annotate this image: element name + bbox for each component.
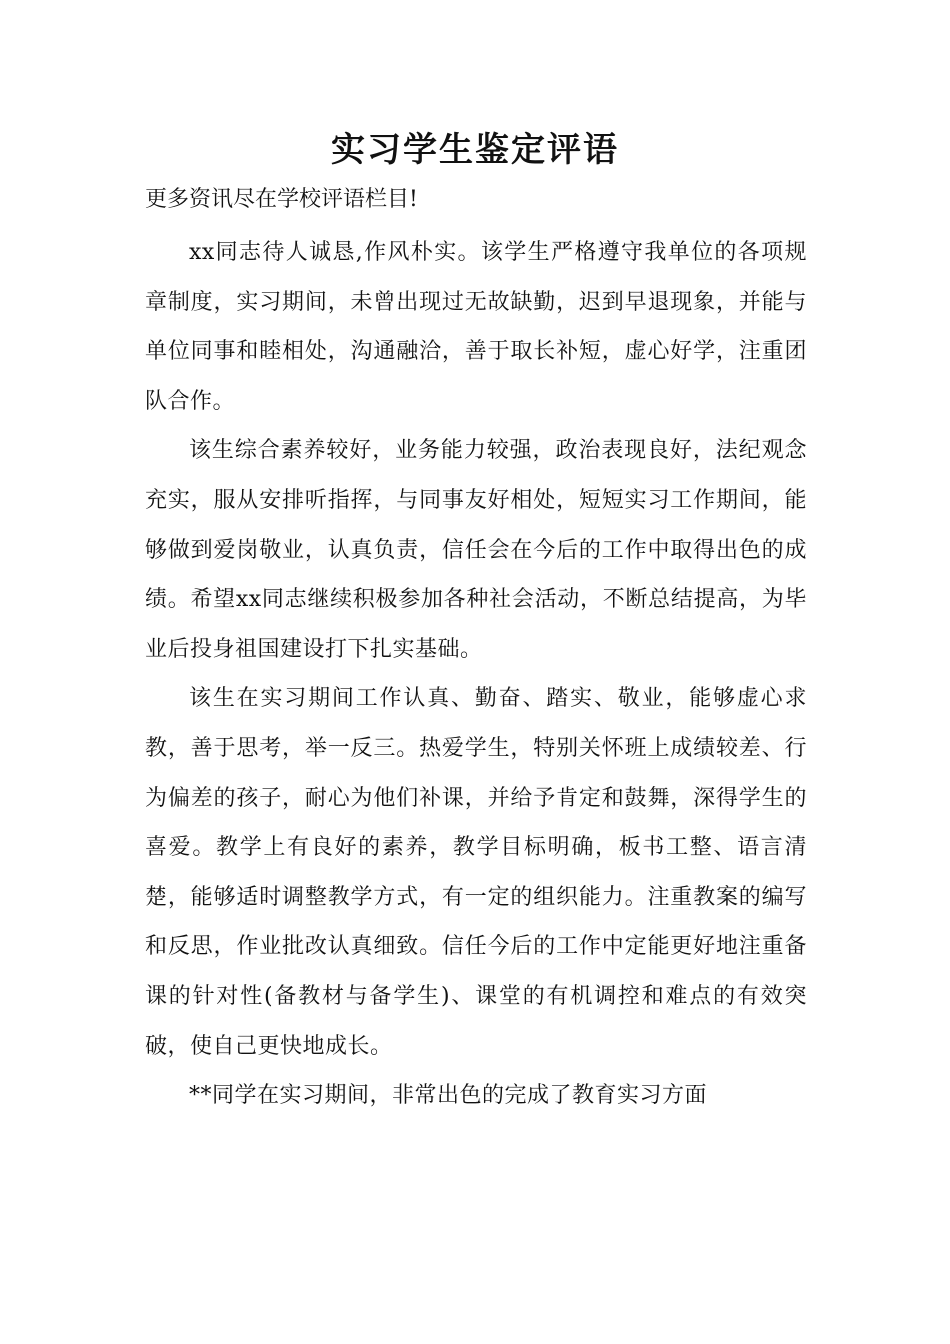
paragraph-4: **同学在实习期间，非常出色的完成了教育实习方面 xyxy=(189,1083,708,1109)
paragraph-2: 该生综合素养较好，业务能力较强，政治表现良好，法纪观念充实，服从安排听指挥，与同事友好相处，短短实习工作期间，能够做到爱岗敬业，认真负责，信任会在今后的工作中取得出色的成绩。希望xx同志继续积极参加各种社会活动，不断总结提高，为毕业后投身祖国建设打下扎实基础。 xyxy=(145,438,807,662)
intro-text: 更多资讯尽在学校评语栏目! xyxy=(145,187,418,212)
page-title: 实习学生鉴定评语 xyxy=(331,130,619,170)
document-body xyxy=(145,228,807,1121)
paragraph-3: 该生在实习期间工作认真、勤奋、踏实、敬业，能够虚心求教，善于思考，举一反三。热爱学生，特别关怀班上成绩较差、行为偏差的孩子，耐心为他们补课，并给予肯定和鼓舞，深得学生的喜爱。教学上有良好的素养，教学目标明确，板书工整、语言清楚，能够适时调整教学方式，有一定的组织能力。注重教案的编写和反思，作业批改认真细致。信任今后的工作中定能更好地注重备课的针对性(备教材与备学生)、课堂的有机调控和难点的有效突破，使自己更快地成长。 xyxy=(145,686,807,1059)
paragraph-1: xx同志待人诚恳,作风朴实。该学生严格遵守我单位的各项规章制度，实习期间，未曾出现过无故缺勤，迟到早退现象，并能与单位同事和睦相处，沟通融洽，善于取长补短，虚心好学，注重团队合作。 xyxy=(145,240,807,414)
